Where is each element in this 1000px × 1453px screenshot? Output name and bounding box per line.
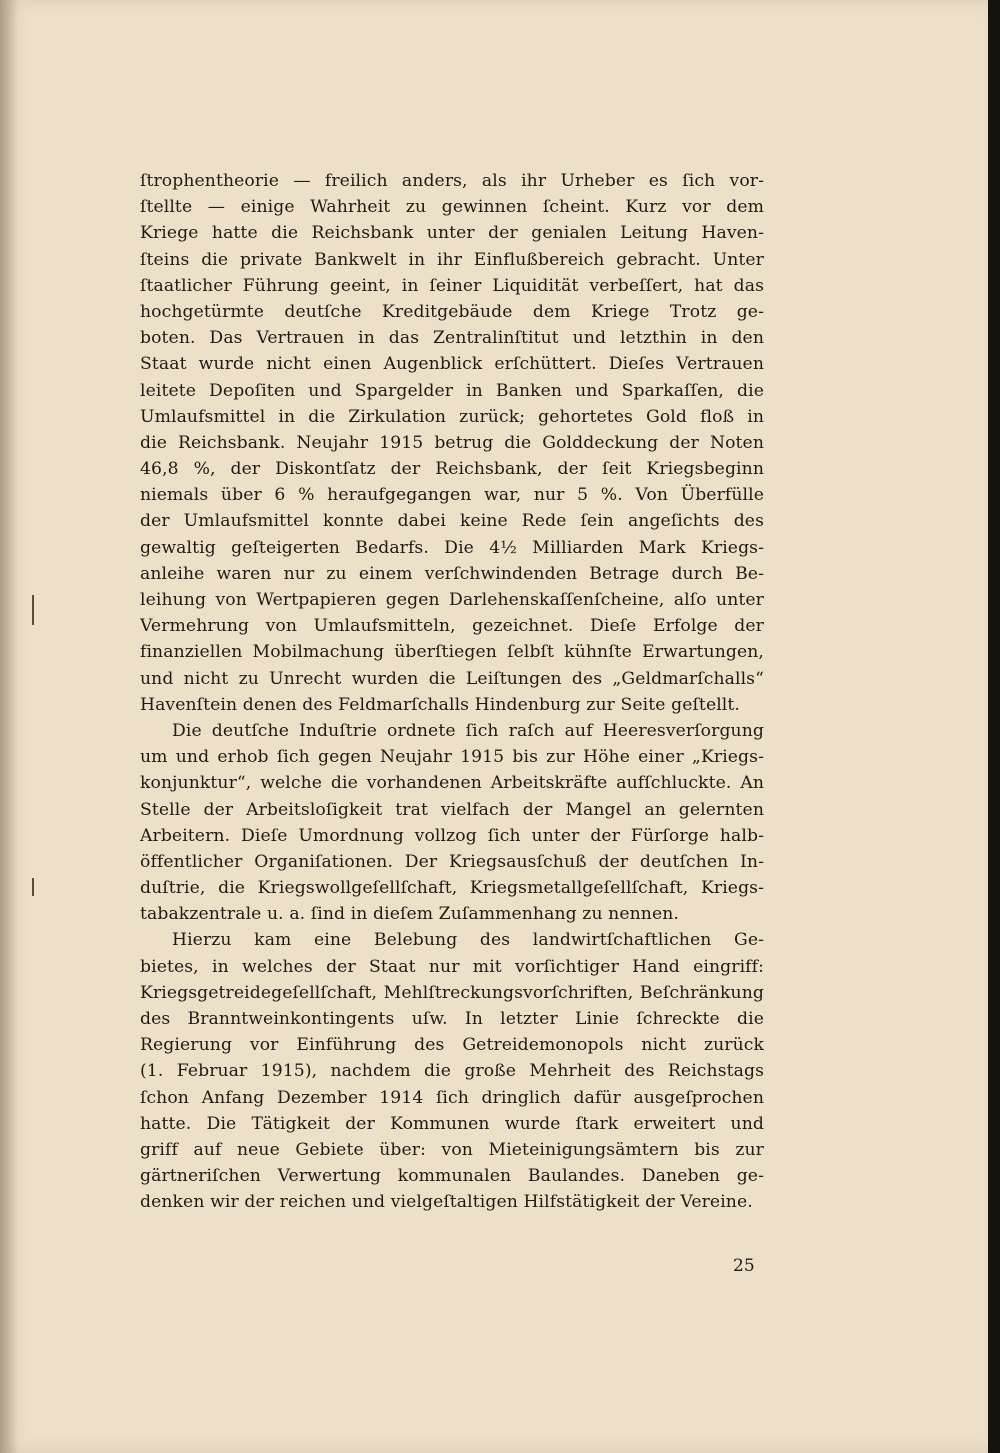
text-line: finanziellen Mobilmachung überſtiegen ſelbſt kühnſte Erwartungen, [140, 642, 764, 663]
text-line: hatte. Die Tätigkeit der Kommunen wurde ſtark erweitert und [140, 1113, 764, 1134]
text-line: boten. Das Vertrauen in das Zentralinſtitut und letzthin in den [140, 328, 764, 349]
text-line: konjunktur“, welche die vorhandenen Arbeitskräfte aufſchluckte. An [140, 773, 764, 794]
text-line: gewaltig geſteigerten Bedarfs. Die 4½ Milliarden Mark Kriegs- [140, 537, 764, 558]
text-line: Umlaufsmittel in die Zirkulation zurück; gehortetes Gold floß in [140, 406, 764, 427]
text-line: (1. Februar 1915), nachdem die große Mehrheit des Reichstags [140, 1061, 764, 1082]
text-line: niemals über 6 % heraufgegangen war, nur 5 %. Von Überfülle [140, 485, 764, 506]
text-line: leitete Depoſiten und Spargelder in Banken und Sparkaſſen, die [140, 380, 764, 401]
text-line: bietes, in welches der Staat nur mit vorſichtiger Hand eingriff: [140, 956, 764, 977]
text-line: ſtrophentheorie — freilich anders, als ihr Urheber es ſich vor- [140, 171, 764, 191]
text-line: griff auf neue Gebiete über: von Mieteinigungsämtern bis zur [140, 1139, 764, 1160]
text-line: Vermehrung von Umlaufsmitteln, gezeichnet. Dieſe Erfolge der [140, 616, 764, 637]
text-line: ſteins die private Bankwelt in ihr Einflußbereich gebracht. Unter [140, 249, 764, 270]
text-line: Die deutſche Induſtrie ordnete ſich raſch auf Heeresverſorgung [172, 720, 764, 741]
text-line: ſtaatlicher Führung geeint, in ſeiner Liquidität verbeſſert, hat das [140, 275, 764, 296]
text-line: des Branntweinkontingents uſw. In letzter Linie ſchreckte die [140, 1009, 764, 1029]
margin-mark [32, 878, 34, 896]
text-line: denken wir der reichen und vielgeſtaltigen Hilfstätigkeit der Vereine. [140, 1192, 753, 1213]
text-line: Kriegsgetreidegeſellſchaft, Mehlſtreckungsvorſchriften, Beſchränkung [140, 982, 764, 1003]
text-line: duſtrie, die Kriegswollgeſellſchaft, Kriegsmetallgeſellſchaft, Kriegs- [140, 878, 764, 899]
text-line: der Umlaufsmittel konnte dabei keine Rede ſein angeſichts des [140, 511, 764, 532]
text-line: Havenſtein denen des Feldmarſchalls Hindenburg zur Seite geſtellt. [140, 694, 740, 715]
text-line: Kriege hatte die Reichsbank unter der genialen Leitung Haven- [140, 223, 764, 244]
text-line: gärtneriſchen Verwertung kommunalen Baulandes. Daneben ge- [140, 1166, 764, 1187]
text-line: Hierzu kam eine Belebung des landwirtſchaftlichen Ge- [172, 930, 764, 951]
scan-border [988, 0, 1000, 1453]
text-line: Arbeitern. Dieſe Umordnung vollzog ſich unter der Fürſorge halb- [140, 825, 764, 846]
gutter-shadow [0, 0, 18, 1453]
text-line: Stelle der Arbeitsloſigkeit trat vielfach der Mangel an gelernten [140, 799, 764, 820]
text-line: 46,8 %, der Diskontſatz der Reichsbank, der ſeit Kriegsbeginn [140, 459, 764, 480]
page-number: 25 [733, 1256, 755, 1276]
text-line: leihung von Wertpapieren gegen Darlehenskaſſenſcheine, alſo unter [140, 590, 764, 610]
text-line: die Reichsbank. Neujahr 1915 betrug die Golddeckung der Noten [140, 432, 764, 453]
text-line: und nicht zu Unrecht wurden die Leiſtungen des „Geldmarſchalls“ [140, 668, 764, 689]
text-line: ſtellte — einige Wahrheit zu gewinnen ſcheint. Kurz vor dem [140, 197, 764, 218]
text-line: ſchon Anfang Dezember 1914 ſich dringlich dafür ausgeſprochen [140, 1087, 764, 1108]
text-line: Staat wurde nicht einen Augenblick erſchüttert. Dieſes Vertrauen [140, 354, 764, 375]
body-text [140, 168, 764, 1216]
margin-mark [32, 595, 34, 625]
text-line: anleihe waren nur zu einem verſchwindenden Betrage durch Be- [140, 563, 764, 584]
text-line: hochgetürmte deutſche Kreditgebäude dem Kriege Trotz ge- [140, 301, 764, 322]
text-line: tabakzentrale u. a. ſind in dieſem Zuſammenhang zu nennen. [140, 904, 679, 925]
text-line: um und erhob ſich gegen Neujahr 1915 bis zur Höhe einer „Kriegs- [140, 747, 764, 768]
text-line: Regierung vor Einführung des Getreidemonopols nicht zurück [140, 1035, 764, 1056]
text-line: öffentlicher Organiſationen. Der Kriegsausſchuß der deutſchen In- [140, 851, 764, 872]
